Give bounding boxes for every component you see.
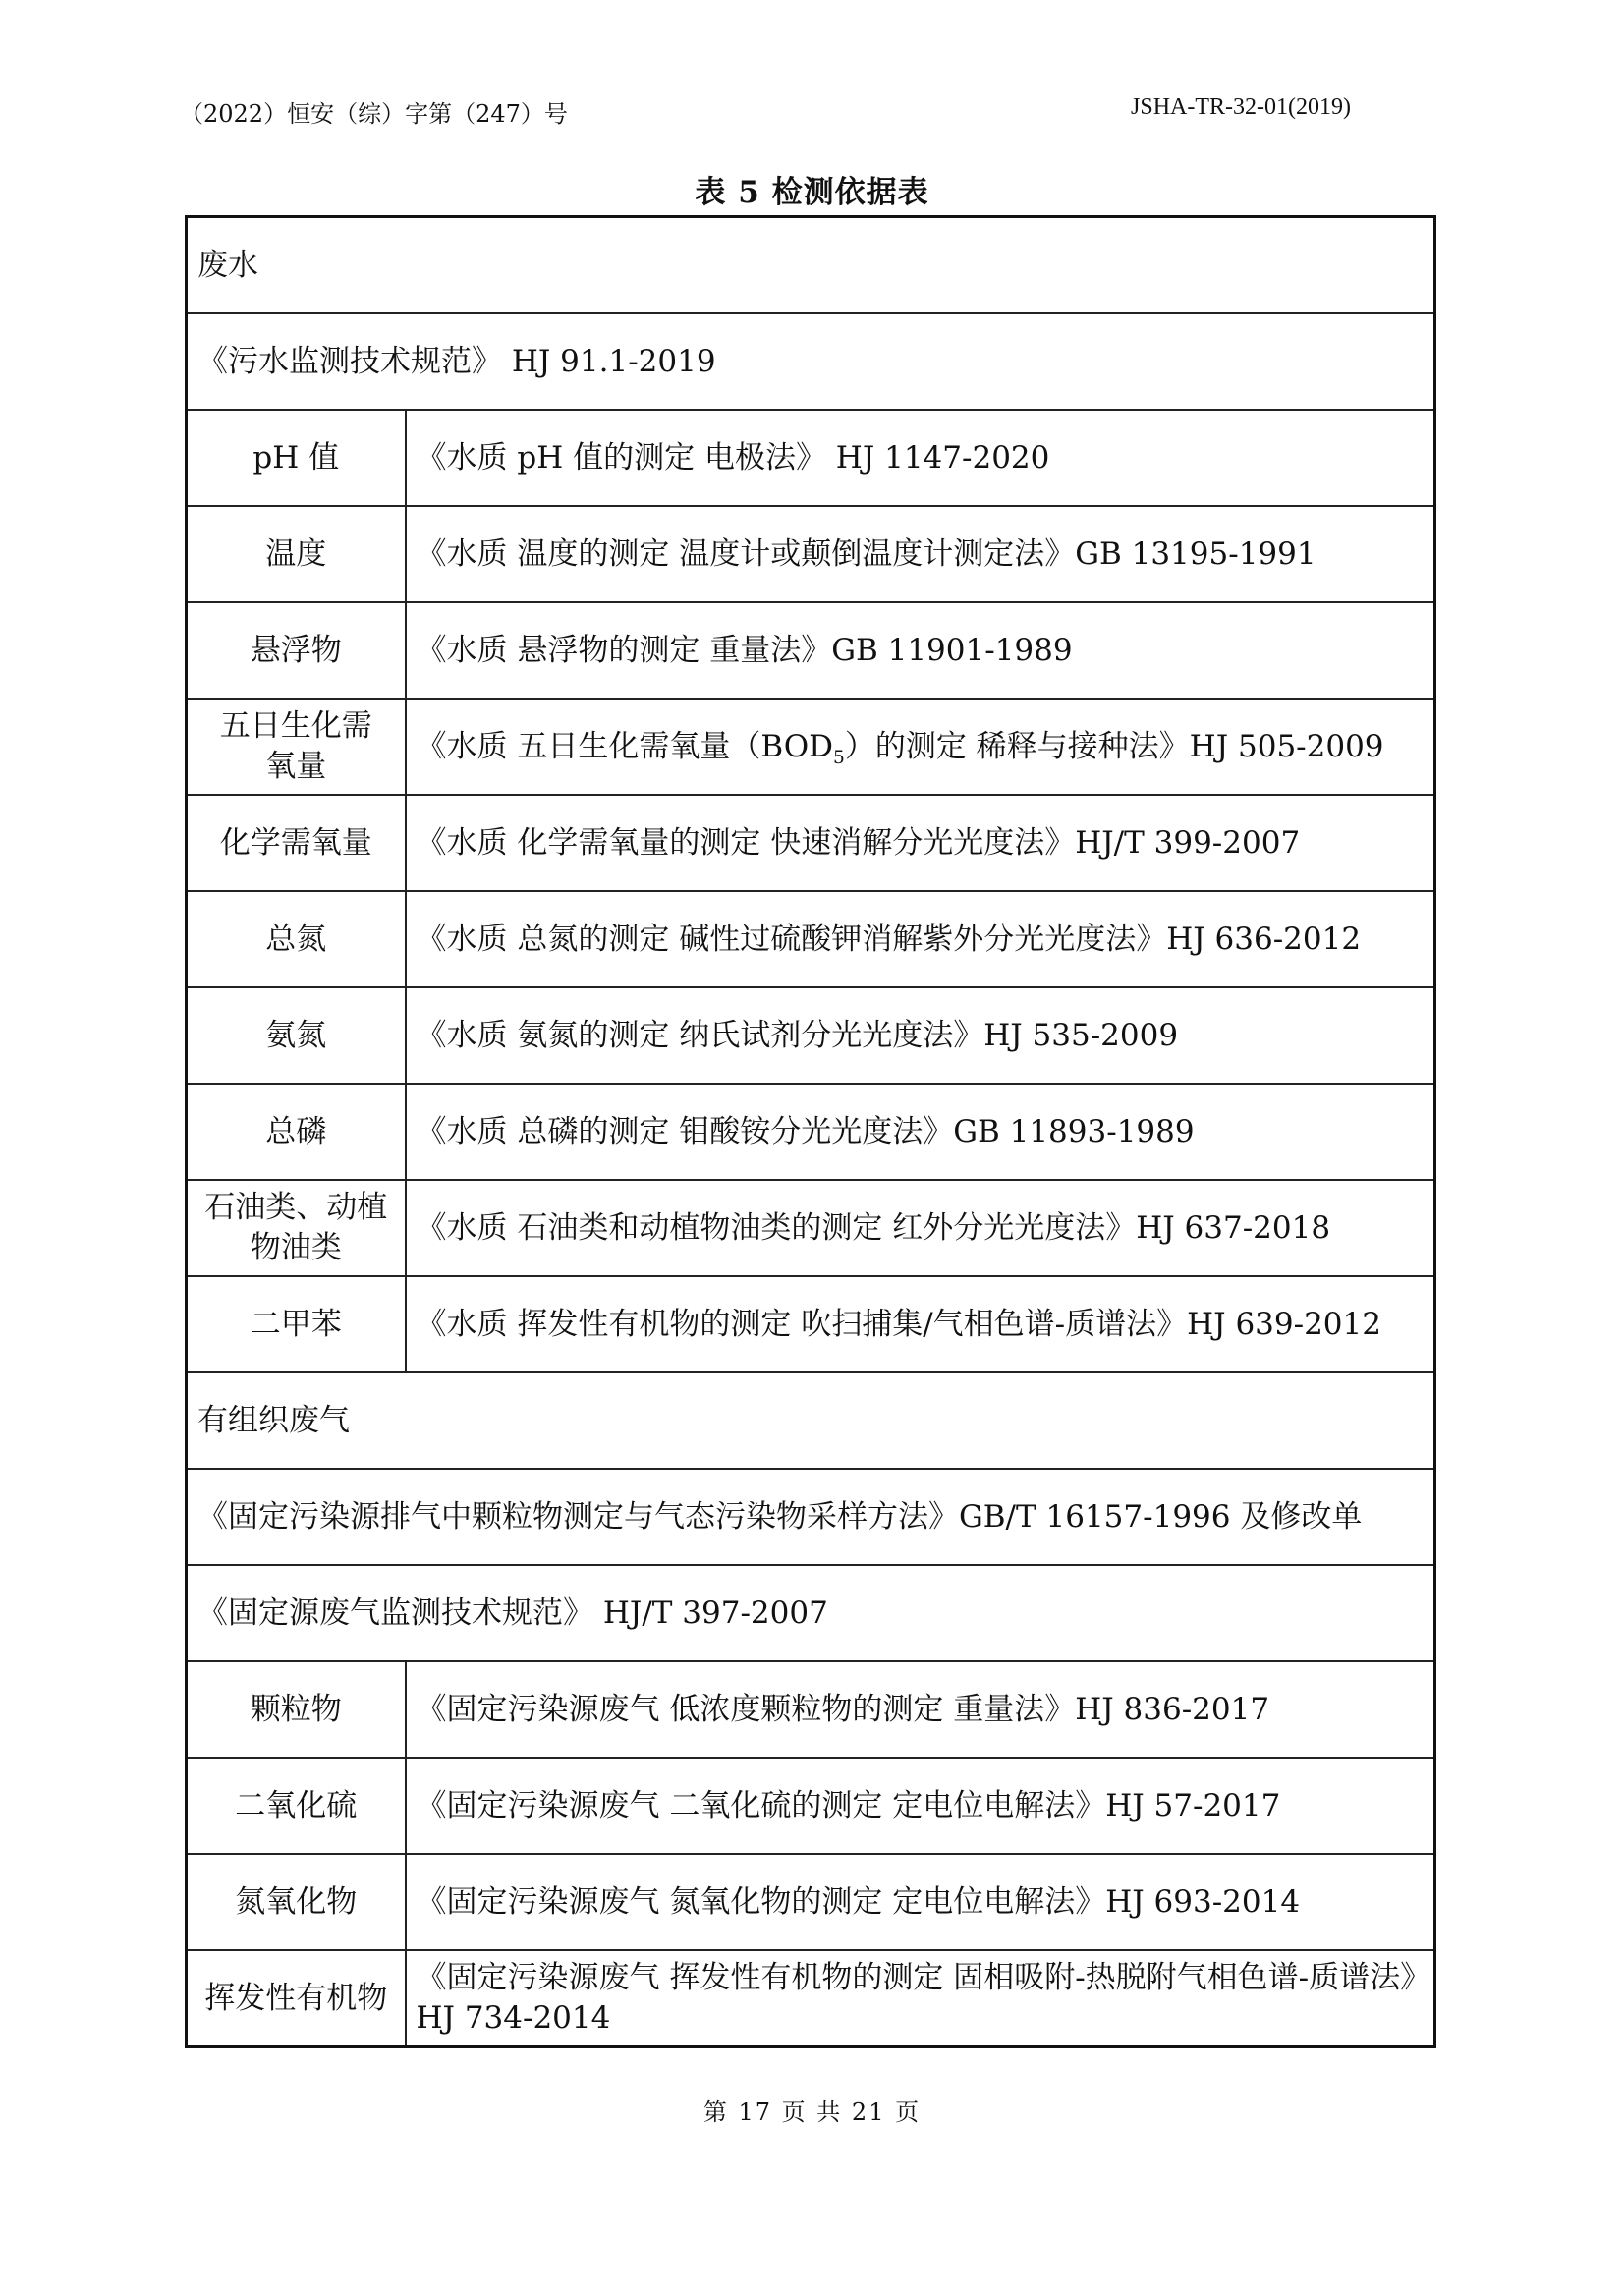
method-text: ）的测定 稀释与接种法》HJ 505-2009	[844, 728, 1384, 764]
table-row	[187, 1758, 1435, 1854]
basis-table	[185, 215, 1436, 2048]
method-cell	[406, 699, 1435, 795]
general-standard: 《固定污染源排气中颗粒物测定与气态污染物采样方法》GB/T 16157-1996 及修改单	[187, 1469, 1435, 1565]
method-cell: 《固定污染源废气 氮氧化物的测定 定电位电解法》HJ 693-2014	[406, 1854, 1435, 1950]
subscript: 5	[832, 747, 845, 768]
item-cell: 总氮	[187, 891, 406, 987]
method-cell: 《水质 挥发性有机物的测定 吹扫捕集/气相色谱-质谱法》HJ 639-2012	[406, 1276, 1435, 1372]
section-heading: 废水	[187, 217, 1435, 314]
item-cell: 总磷	[187, 1084, 406, 1180]
item-cell: 石油类、动植物油类	[187, 1180, 406, 1276]
table-row	[187, 795, 1435, 891]
item-cell: 化学需氧量	[187, 795, 406, 891]
table-row	[187, 987, 1435, 1084]
method-cell: 《水质 化学需氧量的测定 快速消解分光光度法》HJ/T 399-2007	[406, 795, 1435, 891]
table-row	[187, 602, 1435, 699]
table-row	[187, 1084, 1435, 1180]
method-cell: 《水质 pH 值的测定 电极法》 HJ 1147-2020	[406, 410, 1435, 506]
item-cell: 二氧化硫	[187, 1758, 406, 1854]
general-standard-row	[187, 1565, 1435, 1661]
table-row	[187, 1950, 1435, 2047]
item-cell: 温度	[187, 506, 406, 602]
item-cell: 悬浮物	[187, 602, 406, 699]
document-code: JSHA-TR-32-01(2019)	[1131, 94, 1351, 120]
method-cell: 《水质 氨氮的测定 纳氏试剂分光光度法》HJ 535-2009	[406, 987, 1435, 1084]
item-cell: 氨氮	[187, 987, 406, 1084]
method-cell: 《水质 总氮的测定 碱性过硫酸钾消解紫外分光光度法》HJ 636-2012	[406, 891, 1435, 987]
item-cell: 挥发性有机物	[187, 1950, 406, 2047]
item-cell: 五日生化需氧量	[187, 699, 406, 795]
table-row	[187, 410, 1435, 506]
method-cell: 《水质 石油类和动植物油类的测定 红外分光光度法》HJ 637-2018	[406, 1180, 1435, 1276]
table-row	[187, 891, 1435, 987]
section-row-wastewater	[187, 217, 1435, 314]
item-cell: pH 值	[187, 410, 406, 506]
general-standard: 《固定源废气监测技术规范》 HJ/T 397-2007	[187, 1565, 1435, 1661]
method-text: 《水质 五日生化需氧量（BOD	[416, 728, 833, 764]
table-row	[187, 1854, 1435, 1950]
method-cell: 《固定污染源废气 二氧化硫的测定 定电位电解法》HJ 57-2017	[406, 1758, 1435, 1854]
table-row	[187, 1180, 1435, 1276]
section-row-exhaust	[187, 1372, 1435, 1469]
page-number: 第 17 页 共 21 页	[702, 2099, 922, 2126]
general-standard-row	[187, 1469, 1435, 1565]
section-heading: 有组织废气	[187, 1372, 1435, 1469]
item-cell: 氮氧化物	[187, 1854, 406, 1950]
method-cell: 《固定污染源废气 低浓度颗粒物的测定 重量法》HJ 836-2017	[406, 1661, 1435, 1758]
method-cell: 《水质 悬浮物的测定 重量法》GB 11901-1989	[406, 602, 1435, 699]
table-title: 表 5 检测依据表	[695, 175, 929, 210]
table-row	[187, 506, 1435, 602]
item-cell: 颗粒物	[187, 1661, 406, 1758]
method-cell: 《水质 总磷的测定 钼酸铵分光光度法》GB 11893-1989	[406, 1084, 1435, 1180]
method-cell: 《固定污染源废气 挥发性有机物的测定 固相吸附-热脱附气相色谱-质谱法》HJ 734-2014	[406, 1950, 1435, 2047]
table-row	[187, 1276, 1435, 1372]
method-cell: 《水质 温度的测定 温度计或颠倒温度计测定法》GB 13195-1991	[406, 506, 1435, 602]
item-cell: 二甲苯	[187, 1276, 406, 1372]
document-number: （2022）恒安（综）字第（247）号	[180, 100, 568, 128]
general-standard-row	[187, 313, 1435, 410]
general-standard: 《污水监测技术规范》 HJ 91.1-2019	[187, 313, 1435, 410]
table-row	[187, 1661, 1435, 1758]
table-row	[187, 699, 1435, 795]
